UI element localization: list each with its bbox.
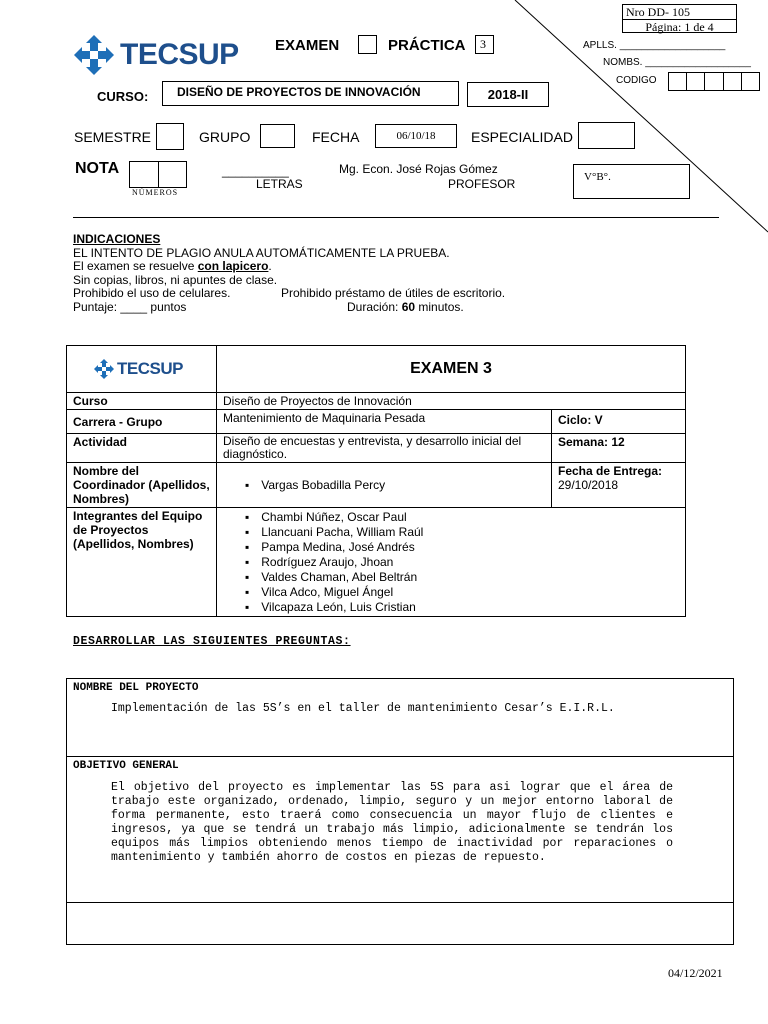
footer-date: 04/12/2021	[668, 966, 723, 980]
nota-digit-cell[interactable]	[130, 162, 159, 187]
indicaciones-lapicero: con lapicero	[197, 259, 269, 273]
aplls-field[interactable]: APLLS. ___________________	[583, 40, 726, 51]
codigo-cell[interactable]	[742, 73, 759, 90]
table-row	[67, 410, 686, 434]
exam-info-table	[66, 345, 686, 617]
codigo-cell[interactable]	[669, 73, 687, 90]
doc-code: Nro DD- 105	[623, 5, 736, 20]
entrega-label: Fecha de Entrega:	[558, 464, 663, 478]
integrantes-cell	[217, 508, 686, 617]
semana-value: Semana: 12	[552, 434, 686, 463]
indicaciones-line-2	[73, 260, 505, 274]
list-item: ▪ Valdes Chaman, Abel Beltrán	[249, 570, 679, 585]
list-item: ▪ Rodríguez Araujo, Jhoan	[249, 555, 679, 570]
indicaciones-block	[73, 233, 505, 314]
profesor-label: PROFESOR	[448, 177, 516, 191]
list-item: ▪ Chambi Núñez, Oscar Paul	[249, 510, 679, 525]
tecsup-logo-icon	[72, 33, 116, 77]
table-row	[67, 434, 686, 463]
curso-row-label: Curso	[67, 393, 217, 410]
page-info: Página: 1 de 4	[645, 20, 714, 34]
semestre-label: SEMESTRE	[74, 129, 152, 145]
nota-label: NOTA	[75, 160, 120, 177]
proyecto-section	[66, 678, 734, 757]
tecsup-logo	[72, 33, 239, 77]
integrantes-list	[223, 510, 679, 615]
doc-code-box	[622, 4, 737, 33]
indicaciones-line-3: Sin copias, libros, ni apuntes de clase.	[73, 272, 278, 287]
indicaciones-duracion: Duración:	[347, 299, 402, 314]
codigo-cell[interactable]	[687, 73, 705, 90]
proyecto-label: NOMBRE DEL PROYECTO	[73, 682, 199, 694]
desarrollar-heading: DESARROLLAR LAS SIGUIENTES PREGUNTAS:	[73, 635, 351, 648]
practica-label: PRÁCTICA	[388, 37, 466, 54]
integrantes-label: Integrantes del Equipo de Proyectos (Apellidos, Nombres)	[67, 508, 217, 617]
examen-label: EXAMEN	[275, 37, 340, 54]
tecsup-logo-text: TECSUP	[120, 38, 239, 71]
examen-checkbox[interactable]	[358, 35, 377, 54]
ciclo-value: Ciclo: V	[552, 410, 686, 434]
codigo-cell[interactable]	[705, 73, 723, 90]
coordinador-list	[223, 478, 545, 493]
curso-value-box: DISEÑO DE PROYECTOS DE INNOVACIÓN	[162, 81, 459, 106]
list-item: ▪ Vilca Adco, Miguel Ángel	[249, 585, 679, 600]
list-item: ▪ Llancuani Pacha, William Raúl	[249, 525, 679, 540]
grupo-box[interactable]	[260, 124, 295, 148]
curso-row-value: Diseño de Proyectos de Innovación	[217, 393, 686, 410]
indicaciones-prestamo: Prohibido préstamo de útiles de escritorio.	[281, 286, 506, 300]
table-logo-text: TECSUP	[117, 359, 183, 378]
coordinador-label: Nombre del Coordinador (Apellidos, Nombres)	[67, 463, 217, 508]
practica-number-box[interactable]: 3	[475, 35, 494, 54]
especialidad-label: ESPECIALIDAD	[471, 129, 573, 145]
list-item: ▪ Vilcapaza León, Luis Cristian	[249, 600, 679, 615]
carrera-label: Carrera - Grupo	[67, 410, 217, 434]
indicaciones-line-4	[73, 287, 505, 301]
fecha-value-box[interactable]: 06/10/18	[375, 124, 457, 148]
tecsup-logo-icon	[93, 358, 115, 380]
indicaciones-line-2-text: El examen se resuelve	[73, 259, 198, 273]
exam-title: EXAMEN 3	[217, 346, 686, 393]
indicaciones-line-1: EL INTENTO DE PLAGIO ANULA AUTOMÁTICAMENTE LA PRUEBA.	[73, 245, 450, 260]
especialidad-box[interactable]	[578, 122, 635, 149]
header-separator	[73, 217, 719, 218]
table-row	[67, 508, 686, 617]
grupo-label: GRUPO	[199, 129, 251, 145]
proyecto-text: Implementación de las 5S’s en el taller de mantenimiento Cesar’s E.I.R.L.	[111, 702, 615, 715]
curso-label: CURSO:	[97, 89, 149, 104]
blank-section[interactable]	[66, 902, 734, 945]
carrera-value: Mantenimiento de Maquinaria Pesada	[217, 410, 552, 434]
vb-box[interactable]: V°B°.	[573, 164, 690, 199]
periodo-box: 2018-II	[467, 82, 549, 107]
list-item: ▪ Pampa Medina, José Andrés	[249, 540, 679, 555]
table-logo-cell	[67, 346, 217, 393]
semestre-box[interactable]	[156, 123, 184, 150]
objetivo-label: OBJETIVO GENERAL	[73, 760, 179, 772]
table-row	[67, 346, 686, 393]
list-item: ▪ Vargas Bobadilla Percy	[249, 478, 545, 493]
indicaciones-title: INDICACIONES	[73, 232, 161, 246]
table-row	[67, 463, 686, 508]
numeros-label: NÚMEROS	[132, 188, 179, 197]
actividad-value: Diseño de encuestas y entrevista, y desarrollo inicial del diagnóstico.	[217, 434, 552, 463]
indicaciones-puntaje: Puntaje: ____ puntos	[73, 299, 187, 314]
indicaciones-celulares: Prohibido el uso de celulares.	[73, 286, 231, 300]
entrega-value: 29/10/2018	[558, 478, 619, 492]
entrega-cell	[552, 463, 686, 508]
codigo-boxes[interactable]	[668, 72, 760, 91]
indicaciones-duracion-value: 60	[401, 299, 416, 314]
codigo-label: CODIGO	[616, 75, 657, 86]
indicaciones-line-2-end: .	[268, 259, 272, 273]
fecha-label: FECHA	[312, 129, 360, 145]
profesor-name: Mg. Econ. José Rojas Gómez	[339, 162, 498, 176]
codigo-cell[interactable]	[724, 73, 742, 90]
objetivo-section	[66, 756, 734, 903]
indicaciones-duracion-unit: minutos.	[415, 299, 464, 314]
table-tecsup-logo	[93, 358, 210, 380]
nota-digit-cell[interactable]	[159, 162, 187, 187]
coordinador-cell	[217, 463, 552, 508]
nombs-field[interactable]: NOMBS. ___________________	[603, 57, 751, 68]
letras-line[interactable]: __________	[222, 164, 289, 178]
objetivo-text: El objetivo del proyecto es implementar las 5S para asi lograr que el área de trabajo este organizado, ordenado, limpio, seguro y un mejor entorno laboral de forma permanente, esto traerá como consecuencia un mayor flujo de clientes e ingresos, ya que se tendrá un trabajo más limpio, adicionalmente se tendrán los equipos más limpios obteniendo menos tiempo de inactividad por reparaciones o mantenimiento y también ahorro de costos en piezas de repuesto.	[111, 781, 673, 864]
table-row	[67, 393, 686, 410]
nota-number-boxes[interactable]	[129, 161, 187, 188]
letras-label: LETRAS	[256, 177, 303, 191]
indicaciones-line-5	[73, 301, 505, 315]
actividad-label: Actividad	[67, 434, 217, 463]
